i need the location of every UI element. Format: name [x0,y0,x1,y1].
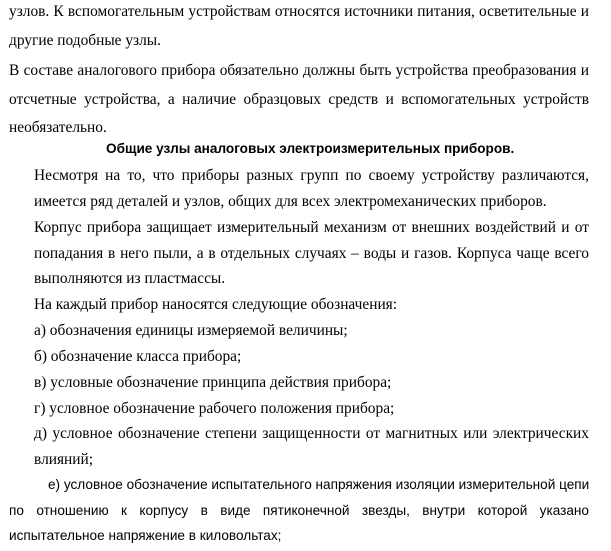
text-line: другие подобные узлы. [9,32,161,49]
list-item-continuation: влияний; [34,451,94,468]
text-line: выполняются из пластмассы. [34,270,226,287]
text-line: узлов. К вспомогательным устройствам относятся источники питания, осветительные и [9,3,589,20]
text-line: Несмотря на то, что приборы разных групп по своему устройству различаются, [34,167,589,184]
list-item: д) условное обозначение степени защищенности от магнитных или электрических [34,425,589,442]
list-item: е) условное обозначение испытательного напряжения изоляции измерительной цепи [48,477,590,492]
text-line: имеется ряд деталей и узлов, общих для всех электромеханических приборов. [34,193,547,210]
list-item: а) обозначения единицы измеряемой величины; [34,322,348,339]
text-line: попадания в него пыли, а в отдельных случаях – воды и газов. Корпуса чаще всего [34,245,589,262]
text-line: отсчетные устройства, а наличие образцовых средств и вспомогательных устройств [9,91,589,108]
text-line: На каждый прибор наносятся следующие обозначения: [34,296,398,313]
list-item-continuation: испытательное напряжение в киловольтах; [9,528,282,543]
text-line: необязательно. [9,119,107,136]
list-item: в) условные обозначение принципа действия прибора; [34,374,392,391]
list-item-continuation: по отношению к корпусу в виде пятиконечной звезды, внутри которой указано [9,503,589,518]
text-line: В составе аналогового прибора обязательно должны быть устройства преобразования и [9,62,589,79]
list-item: г) условное обозначение рабочего положения прибора; [34,400,395,417]
section-heading: Общие узлы аналоговых электроизмерительных приборов. [106,141,515,156]
text-line: Корпус прибора защищает измерительный механизм от внешних воздействий и от [34,219,589,236]
list-item: б) обозначение класса прибора; [34,348,242,365]
